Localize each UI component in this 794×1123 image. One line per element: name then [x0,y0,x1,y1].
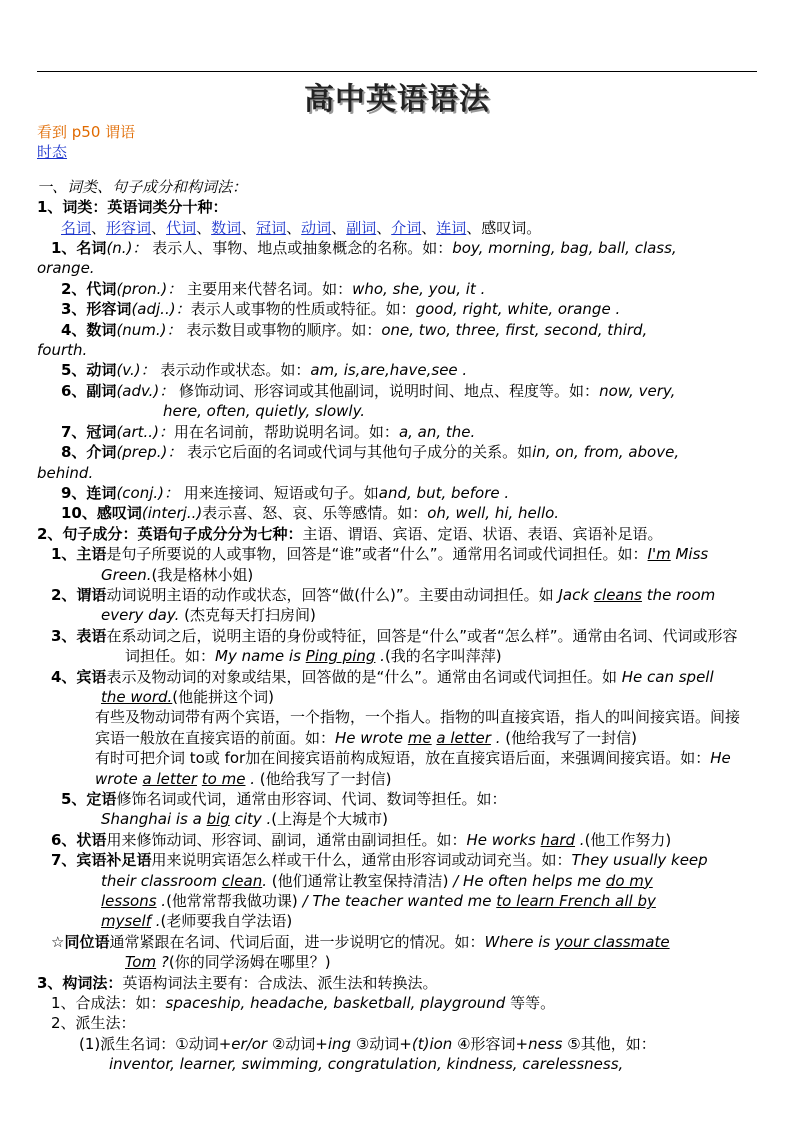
comp-object-note-3: 有时可把介词 to或 for加在间接宾语前构成短语，放在直接宾语后面，来强调间接宾语。如：He [95,749,731,768]
pos-item-numeral-cont: fourth. [37,341,88,360]
pos-item-pronoun: 2、代词(pron.)： 主要用来代替名词。如：who, she, you, it . [61,279,486,298]
word-formation-compound: 1、合成法：如：spaceship, headache, basketball, playground 等等。 [51,994,556,1013]
comp-subject-cont: Green.(我是格林小姐) [101,565,254,584]
link-p50-predicate[interactable]: 看到 p50 谓语 [37,123,136,141]
pos-item-verb: 5、动词(v.)： 表示动作或状态。如：am, is,are,have,see . [61,361,468,380]
comp-object-note-2: 宾语一般放在直接宾语的前面。如：He wrote me a letter . (他给我写了一封信) [95,728,637,747]
comp-predicate: 2、谓语动词说明主语的动作或状态，回答“做(什么)”。主要由动词担任。如 Jack cleans the room [51,585,716,604]
comp-object-complement-cont-3: myself .(老师要我自学法语) [101,912,293,931]
spacer [37,163,759,177]
comp-subject: 1、主语是句子所要说的人或事物，回答是“谁”或者“什么”。通常用名词或代词担任。如：I'm Miss [51,545,709,564]
link-article[interactable]: 冠词 [256,218,287,237]
pos-item-adverb-cont: here, often, quietly, slowly. [163,402,366,421]
interjection-label: 感叹词。 [481,218,542,237]
comp-object-note-4: wrote a letter to me . (他给我写了一封信) [95,769,392,788]
pos-item-interjection: 10、感叹词(interj..)表示喜、怒、哀、乐等感情。如：oh, well, hi, hello. [61,504,560,523]
heading-sentence-components: 2、句子成分：英语句子成分分为七种：主语、谓语、宾语、定语、状语、表语、宾语补足语。 [37,524,663,543]
heading-word-formation: 3、构词法：英语构词法主要有：合成法、派生法和转换法。 [37,973,438,992]
pos-item-noun: 1、名词(n.)： 表示人、事物、地点或抽象概念的名称。如：boy, morning, bag, ball, class, [51,239,677,258]
comp-object-complement-cont-2: lessons .(他常常帮我做功课) / The teacher wanted me to learn French all by [101,892,656,911]
pos-item-preposition: 8、介词(prep.)： 表示它后面的名词或代词与其他句子成分的关系。如in, on, from, above, [61,443,680,462]
comp-predicative-cont: 词担任。如：My name is Ping ping .(我的名字叫萍萍) [125,647,502,666]
pos-item-numeral: 4、数词(num.)： 表示数目或事物的顺序。如：one, two, three, first, second, third, [61,320,648,339]
comp-appositive: ☆同位语通常紧跟在名词、代词后面，进一步说明它的情况。如：Where is your classmate [51,932,670,951]
link-adverb[interactable]: 副词 [346,218,377,237]
pos-item-noun-cont: orange. [37,259,95,278]
word-formation-derivation: 2、派生法： [51,1014,136,1033]
pos-item-adjective: 3、形容词(adj..)：表示人或事物的性质或特征。如：good, right, white, orange . [61,300,621,319]
page-title: 高中英语语法 [304,82,490,117]
comp-attribute-example: Shanghai is a big city .(上海是个大城市) [101,810,389,829]
comp-object-cont: the word.(他能拼这个词) [101,687,275,706]
comp-object-complement: 7、宾语补足语用来说明宾语怎么样或干什么，通常由形容词或动词充当。如：They usually keep [51,851,708,870]
comp-object-note-1: 有些及物动词带有两个宾语，一个指物，一个指人。指物的叫直接宾语，指人的叫间接宾语。间接 [95,708,741,727]
link-conjunction[interactable]: 连词 [436,218,467,237]
header-rule [37,71,757,72]
link-numeral[interactable]: 数词 [211,218,242,237]
derived-nouns-examples: inventor, learner, swimming, congratulation, kindness, carelessness, [109,1055,624,1074]
document-body [37,122,759,1075]
word-class-links: 名词、形容词、代词、数词、冠词、动词、副词、介词、连词、感叹词。 [61,218,542,237]
link-preposition[interactable]: 介词 [391,218,422,237]
pos-item-preposition-cont: behind. [37,463,94,482]
comp-object: 4、宾语表示及物动词的对象或结果，回答做的是“什么”。通常由名词或代词担任。如 He can spell [51,667,714,686]
section-heading-1: 一、词类、句子成分和构词法： [37,177,248,196]
pos-item-article: 7、冠词(art..)：用在名词前，帮助说明名词。如：a, an, the. [61,422,476,441]
link-noun[interactable]: 名词 [61,218,92,237]
link-tense[interactable]: 时态 [37,143,68,162]
link-verb[interactable]: 动词 [301,218,332,237]
heading-word-classes: 1、词类：英语词类分十种： [37,198,228,217]
comp-predicative: 3、表语在系动词之后，说明主语的身份或特征，回答是“什么”或者“怎么样”。通常由名词、代词或形容 [51,626,738,645]
comp-predicate-cont: every day. (杰克每天打扫房间) [101,606,316,625]
comp-appositive-cont: Tom ?(你的同学汤姆在哪里？) [125,953,331,972]
pos-item-adverb: 6、副词(adv.)： 修饰动词、形容词或其他副词，说明时间、地点、程度等。如：now, very, [61,381,676,400]
comp-attribute: 5、定语修饰名词或代词，通常由形容词、代词、数词等担任。如： [61,790,507,808]
comp-object-complement-cont-1: their classroom clean. (他们通常让教室保持清洁) / He often helps me do my [101,871,653,890]
comp-adverbial: 6、状语用来修饰动词、形容词、副词，通常由副词担任。如：He works hard .(他工作努力) [51,830,672,849]
link-adjective[interactable]: 形容词 [106,218,152,237]
link-pronoun[interactable]: 代词 [166,218,197,237]
pos-item-conjunction: 9、连词(conj.)： 用来连接词、短语或句子。如and, but, before . [61,483,510,502]
derived-nouns: (1)派生名词：①动词+er/or ②动词+ing ③动词+(t)ion ④形容词+ness ⑤其他，如： [79,1034,656,1053]
